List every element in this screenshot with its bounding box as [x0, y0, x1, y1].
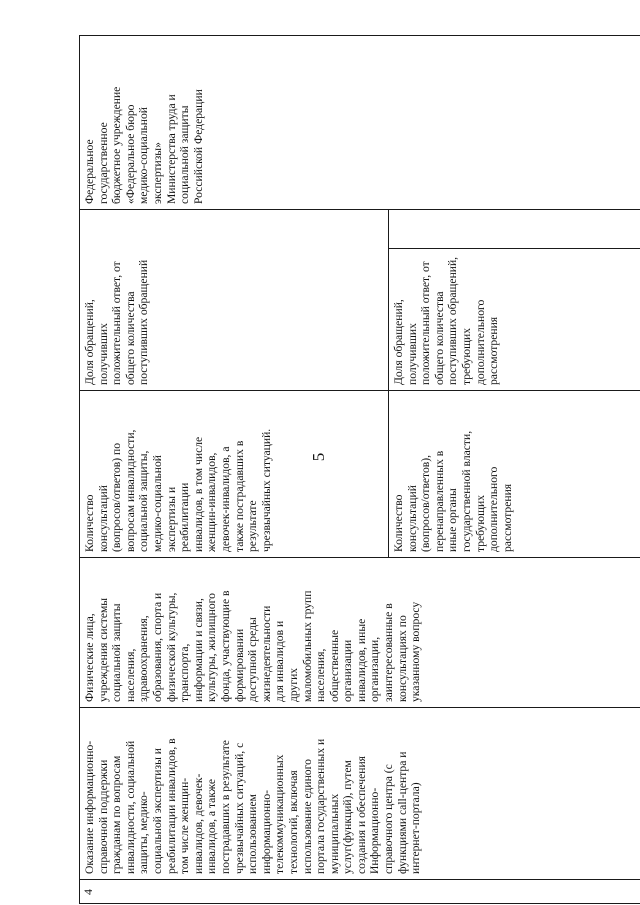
indicator-value-cell: Доля обращений, получивших положительный ответ, от общего количества поступивших обращений — [80, 210, 389, 391]
row-number: 4 — [80, 880, 640, 904]
page-number: 5 — [309, 452, 328, 462]
program-table — [79, 35, 640, 904]
activity-cell: Оказание информационно- справочной поддержки гражданам по вопросам инвалидности, социальной защиты, медико- социальной экспертизы и реабилитации инвалидов, в том числе женщин- инвалидов, девочек- инвалидов, а также пострадавших в результате чрезвычайных ситуаций, с использованием информационно- телекоммуникационных технологий, включая использование единого портала государственных и муниципальных услуг(функций), путем создания и обеспечения Информационно- справочного центра (с функциями call-центра и интернет-портала) — [80, 708, 640, 880]
indicator-name-cell: Количество консультаций (вопросов/ответов) по вопросам инвалидности, социальной защиты, медико-социальной экспертизы и реабилитации инвалидов, в том числе женщин-инвалидов, девочек-инвалидов, а также пострадавших в результате чрезвычайных ситуаций. — [80, 391, 389, 558]
participants-cell: Физические лица, учреждения системы социальной защиты населения, здравоохранения, образования, спорта и физической культуры, транспорта, информации и связи, культуры, жилищного фонда, участвующие в формировании доступной среды жизнедеятельности для инвалидов и других маломобильных групп населения, общественные организации инвалидов, иные организации, заинтересованные в консультациях по указанному вопросу — [80, 558, 640, 708]
indicator-value-cell: Доля обращений, получивших положительный ответ, от общего количества поступивших обращений, требующих дополнительного рассмотрения — [389, 249, 640, 391]
indicator-name-cell: Количество консультаций (вопросов/ответов), перенаправленных в иные органы государственной власти, требующих дополнительного рассмотрения — [389, 391, 640, 558]
table-container — [79, 36, 640, 904]
table-row — [80, 36, 389, 904]
empty-cell — [389, 210, 640, 249]
responsible-cell: Федеральное государственное бюджетное учреждение «Федеральное бюро медико-социальной экспертизы» Министерства труда и социальной защиты Российской Федерации — [80, 36, 640, 210]
